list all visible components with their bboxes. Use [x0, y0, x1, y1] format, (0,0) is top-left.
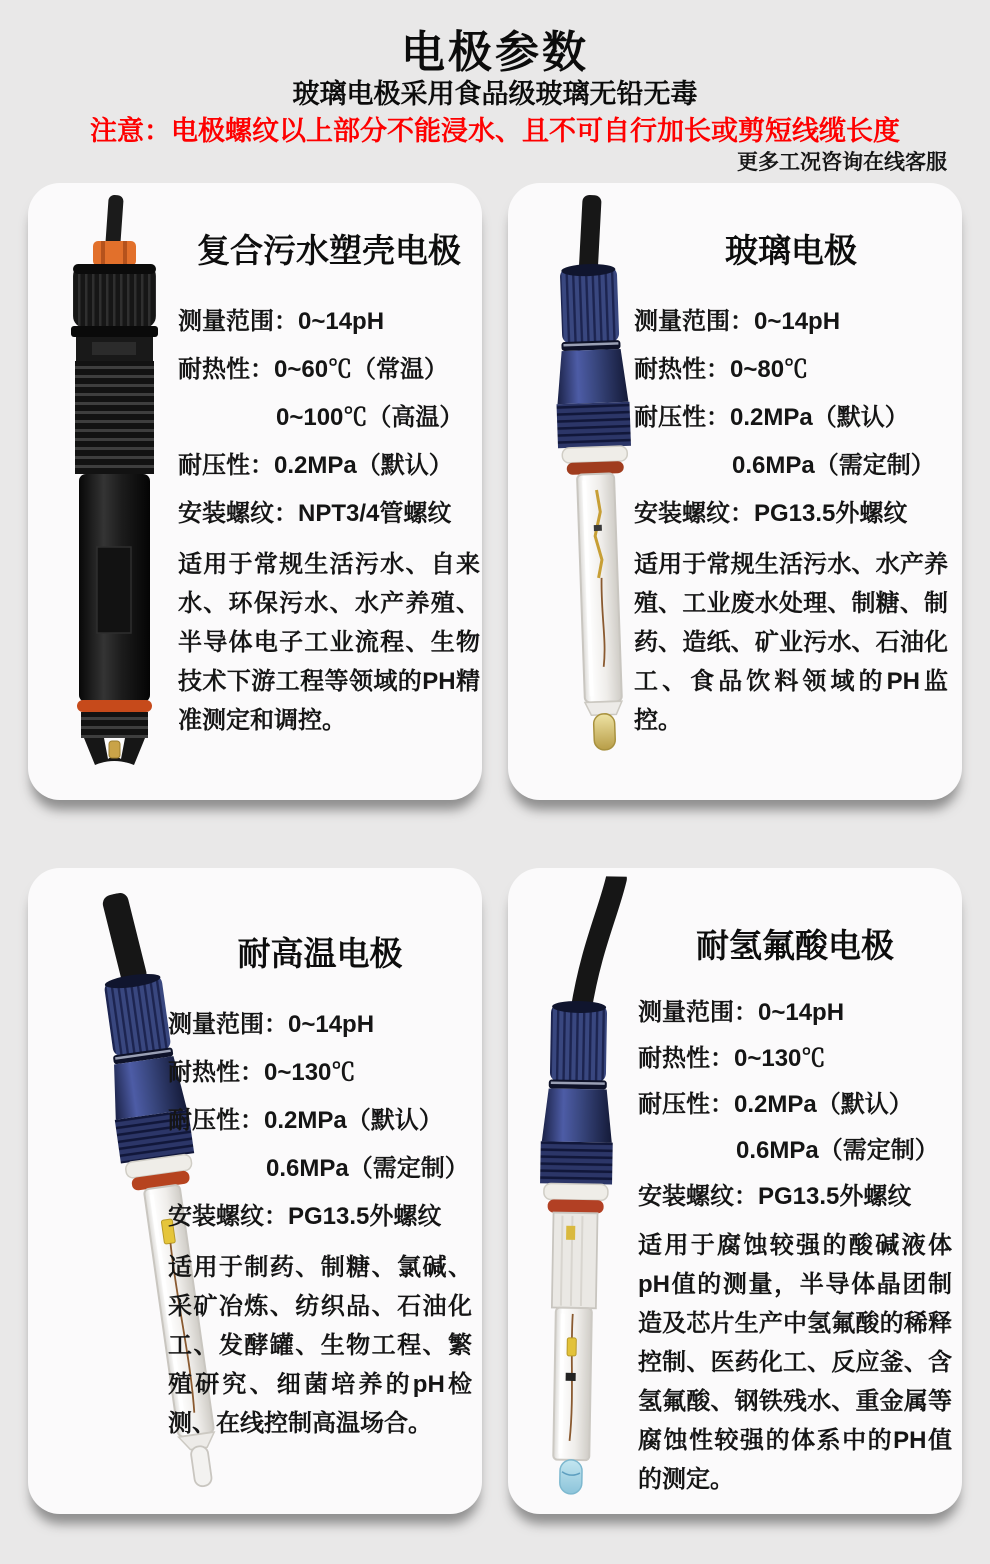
service-note: 更多工况咨询在线客服	[737, 151, 947, 174]
card-title: 耐氢氟酸电极	[696, 927, 894, 964]
card-hf-resistant-electrode	[508, 868, 962, 1514]
spec-pressure-resistance: 耐压性：0.2MPa（默认）	[178, 452, 453, 479]
spec-pressure-resistance-2: 0.6MPa（需定制）	[732, 452, 935, 479]
card-title: 复合污水塑壳电极	[197, 232, 461, 269]
card-content	[634, 231, 948, 740]
card-content	[178, 231, 480, 740]
spec-pressure-resistance: 耐压性：0.2MPa（默认）	[168, 1107, 443, 1134]
spec-measure-range: 测量范围：0~14pH	[634, 308, 841, 335]
spec-mounting-thread: 安装螺纹：NPT3/4管螺纹	[178, 500, 452, 527]
card-title: 玻璃电极	[725, 232, 857, 269]
card-composite-sewage-electrode	[28, 183, 482, 800]
hf-electrode-photo	[510, 875, 651, 1497]
spec-mounting-thread: 安装螺纹：PG13.5外螺纹	[634, 500, 908, 527]
warning-note: 注意：电极螺纹以上部分不能浸水、且不可自行加长或剪短线缆长度	[90, 116, 900, 146]
card-glass-electrode	[508, 183, 962, 800]
spec-mounting-thread: 安装螺纹：PG13.5外螺纹	[168, 1203, 442, 1230]
spec-heat-resistance: 耐热性：0~60℃（常温）	[178, 356, 449, 383]
card-high-temp-electrode	[28, 868, 482, 1514]
spec-heat-resistance-2: 0~100℃（高温）	[276, 404, 464, 431]
spec-heat-resistance: 耐热性：0~130℃	[638, 1045, 826, 1072]
spec-pressure-resistance: 耐压性：0.2MPa（默认）	[638, 1091, 913, 1118]
card-description: 适用于腐蚀较强的酸碱液体pH值的测量，半导体晶团制造及芯片生产中氢氟酸的稀释控制、医药化工、反应釜、含氢氟酸、钢铁残水、重金属等腐蚀性较强的体系中的PH值的测定。	[638, 1232, 952, 1493]
page-subtitle: 玻璃电极采用食品级玻璃无铅无毒	[292, 79, 698, 109]
card-description: 适用于常规生活污水、自来水、环保污水、水产养殖、半导体电子工业流程、生物技术下游工程等领域的PH精准测定和调控。	[178, 551, 480, 734]
card-description: 适用于常规生活污水、水产养殖、工业废水处理、制糖、制药、造纸、矿业污水、石油化工、食品饮料领域的PH监控。	[634, 551, 948, 734]
card-title: 耐高温电极	[237, 935, 403, 972]
spec-pressure-resistance: 耐压性：0.2MPa（默认）	[634, 404, 909, 431]
card-content	[168, 934, 472, 1443]
spec-pressure-resistance-2: 0.6MPa（需定制）	[736, 1137, 939, 1164]
spec-pressure-resistance-2: 0.6MPa（需定制）	[266, 1155, 469, 1182]
page-title: 电极参数	[401, 28, 589, 77]
black-plastic-electrode-photo	[64, 195, 164, 765]
spec-measure-range: 测量范围：0~14pH	[638, 999, 845, 1026]
card-description: 适用于制药、制糖、氯碱、采矿冶炼、纺织品、石油化工、发酵罐、生物工程、繁殖研究、细菌培养的pH检测、在线控制高温场合。	[168, 1254, 472, 1437]
spec-heat-resistance: 耐热性：0~130℃	[168, 1059, 356, 1086]
card-content	[638, 926, 952, 1499]
spec-mounting-thread: 安装螺纹：PG13.5外螺纹	[638, 1183, 912, 1210]
spec-measure-range: 测量范围：0~14pH	[178, 308, 385, 335]
spec-measure-range: 测量范围：0~14pH	[168, 1011, 375, 1038]
spec-heat-resistance: 耐热性：0~80℃	[634, 356, 809, 383]
